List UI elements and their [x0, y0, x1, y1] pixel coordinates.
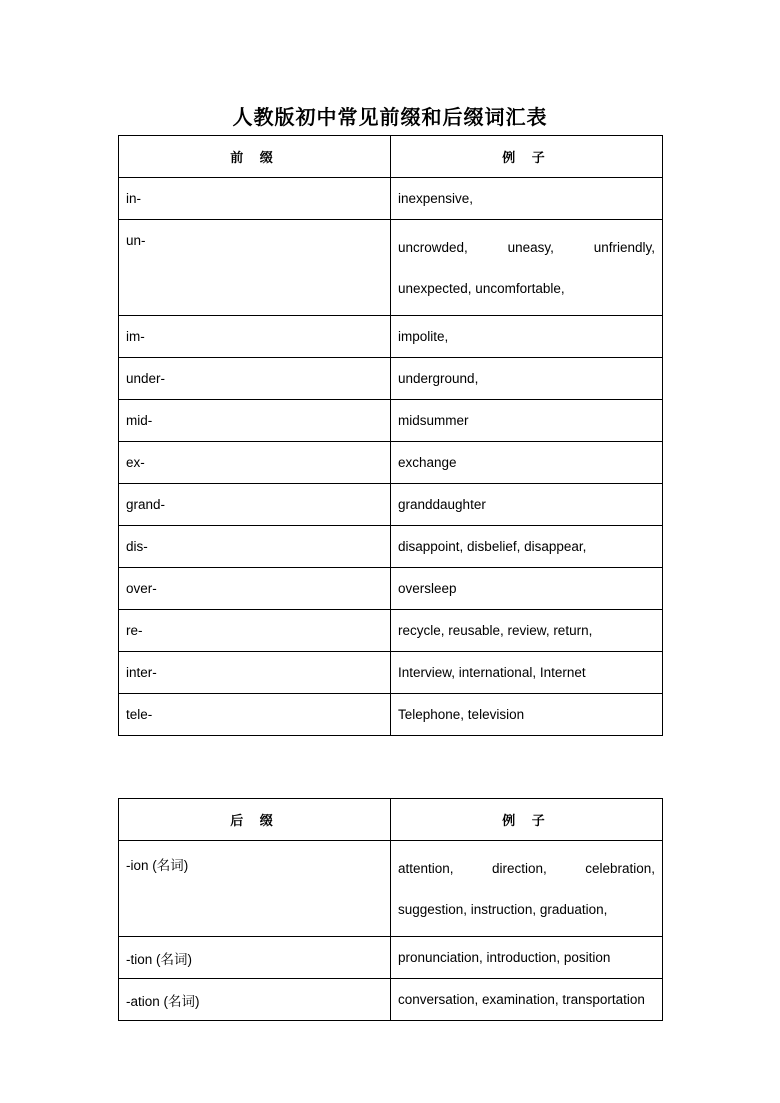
suffix-cell: -ion (名词) [119, 841, 391, 937]
table-row [119, 400, 663, 442]
examples-cell: oversleep [391, 568, 663, 610]
examples-cell: Telephone, television [391, 694, 663, 736]
table-row [119, 442, 663, 484]
examples-cell: disappoint, disbelief, disappear, [391, 526, 663, 568]
page-title: 人教版初中常见前缀和后缀词汇表 [232, 105, 548, 129]
column-header-examples: 例 子 [391, 136, 663, 178]
examples-cell: underground, [391, 358, 663, 400]
table-row [119, 694, 663, 736]
prefix-cell: inter- [119, 652, 391, 694]
examples-cell: conversation, examination, transportation [391, 979, 663, 1021]
examples-line-2: unexpected, uncomfortable, [398, 280, 565, 296]
examples-cell [391, 841, 663, 937]
table-header-row [119, 136, 663, 178]
prefix-cell: grand- [119, 484, 391, 526]
prefix-cell: in- [119, 178, 391, 220]
column-header-prefix: 前 缀 [119, 136, 391, 178]
examples-cell: impolite, [391, 316, 663, 358]
table-row [119, 841, 663, 937]
examples-line-2: suggestion, instruction, graduation, [398, 901, 608, 917]
table-row [119, 568, 663, 610]
examples-cell: granddaughter [391, 484, 663, 526]
examples-cell: exchange [391, 442, 663, 484]
examples-cell: midsummer [391, 400, 663, 442]
prefix-cell: mid- [119, 400, 391, 442]
examples-cell: inexpensive, [391, 178, 663, 220]
column-header-suffix: 后 缀 [119, 799, 391, 841]
table-row [119, 937, 663, 979]
table-row [119, 979, 663, 1021]
examples-cell: recycle, reusable, review, return, [391, 610, 663, 652]
suffix-cell: -tion (名词) [119, 937, 391, 979]
prefix-cell: re- [119, 610, 391, 652]
prefix-cell: ex- [119, 442, 391, 484]
examples-cell: Interview, international, Internet [391, 652, 663, 694]
examples-line-1: uncrowded, uneasy, unfriendly, [398, 239, 655, 255]
table-row [119, 610, 663, 652]
table-row [119, 652, 663, 694]
table-row [119, 316, 663, 358]
prefix-cell: over- [119, 568, 391, 610]
prefix-cell: under- [119, 358, 391, 400]
table-row [119, 358, 663, 400]
prefix-cell: im- [119, 316, 391, 358]
column-header-examples: 例 子 [391, 799, 663, 841]
table-row [119, 220, 663, 316]
table-row [119, 526, 663, 568]
suffix-cell: -ation (名词) [119, 979, 391, 1021]
table-row [119, 178, 663, 220]
table-row [119, 484, 663, 526]
prefix-cell: dis- [119, 526, 391, 568]
prefix-table [118, 135, 663, 736]
examples-cell: pronunciation, introduction, position [391, 937, 663, 979]
suffix-table [118, 798, 663, 1021]
prefix-cell: un- [119, 220, 391, 316]
examples-cell [391, 220, 663, 316]
examples-line-1: attention, direction, celebration, [398, 860, 655, 876]
table-header-row [119, 799, 663, 841]
prefix-cell: tele- [119, 694, 391, 736]
